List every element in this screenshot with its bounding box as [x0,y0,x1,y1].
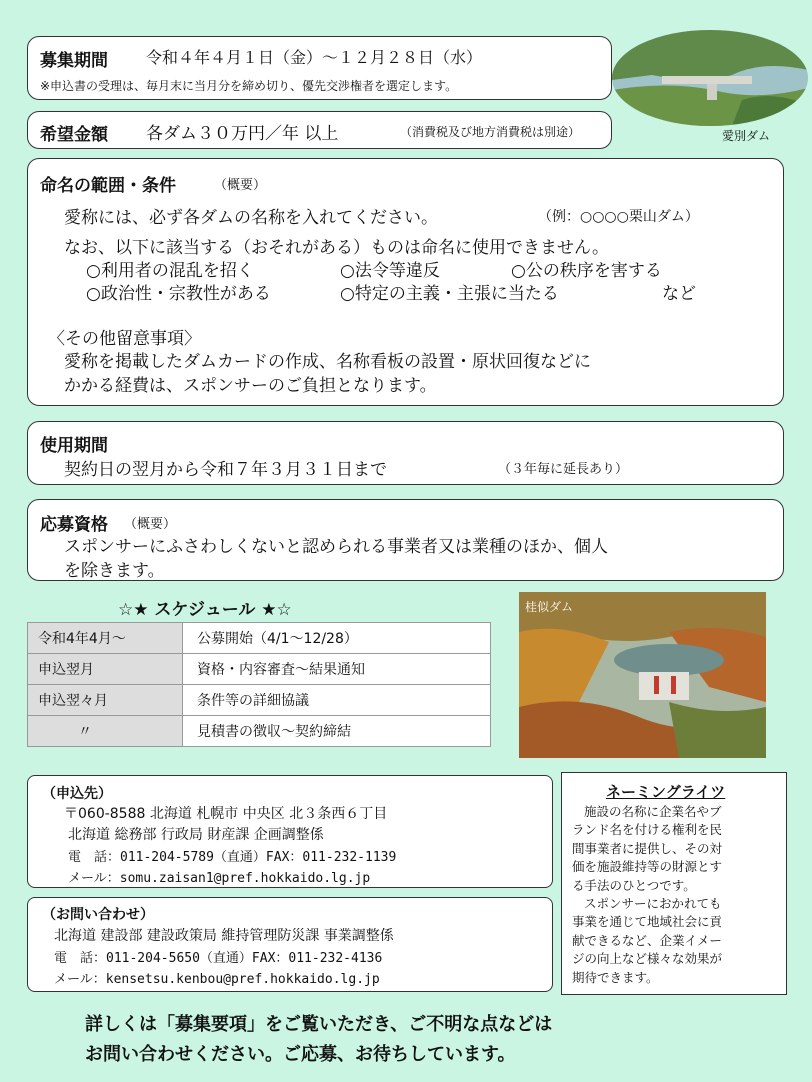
eligibility-heading: 応募資格 [40,515,108,535]
rights-line: ランド名を付ける権利を民 [572,822,723,838]
naming-item: ○特定の主義・主張に当たる [340,284,559,304]
apply-dept: 北海道 総務部 行政局 財産課 企画調整係 [68,827,324,843]
naming-line1: 愛称には、必ず各ダムの名称を入れてください。 [64,208,438,228]
schedule-when: 令和4年4月～ [28,623,183,654]
schedule-what: 公募開始（4/1～12/28） [183,623,491,654]
amount-heading: 希望金額 [40,125,108,145]
rights-line: 施設の名称に企業名やブ [584,804,722,819]
amount-value: 各ダム３０万円／年 以上 [146,124,339,144]
apply-box [27,775,553,888]
period-note: ※申込書の受理は、毎月末に当月分を締め切り、優先交渉権者を選定します。 [40,79,458,93]
apply-address: 〒060-8588 北海道 札幌市 中央区 北３条西６丁目 [64,806,388,822]
naming-heading: 命名の範囲・条件 [40,176,176,196]
schedule-when: 申込翌月 [28,654,183,685]
naming-item: ○法令等違反 [340,261,440,281]
amount-note: （消費税及び地方消費税は別途） [400,125,581,139]
naming-box [27,158,784,406]
other-heading: 〈その他留意事項〉 [48,329,201,349]
photo1-caption: 愛別ダム [722,129,771,143]
aibetsu-dam-photo [612,30,808,126]
rights-line: る手法のひとつです。 [572,877,696,893]
naming-item: など [662,284,696,304]
footer-line2: お問い合わせください。ご応募、お待ちしています。 [85,1044,516,1065]
table-row [28,685,491,716]
naming-line2: なお、以下に該当する（おそれがある）ものは命名に使用できません。 [64,238,610,258]
katsurani-dam-photo [519,592,766,758]
eligibility-line2: を除きます。 [64,561,165,581]
usage-value: 契約日の翌月から令和７年３月３１日まで [64,460,387,480]
inquiry-heading: （お問い合わせ） [42,907,154,923]
table-row [28,716,491,747]
eligibility-box [27,499,784,581]
rights-line: 間事業者に提供し、その対 [572,840,723,856]
rights-line: 価を施設維持等の財源とす [572,859,723,875]
inquiry-box [27,897,553,992]
schedule-when: 〃 [28,716,183,747]
photo2-caption: 桂似ダム [525,600,574,614]
footer-line1: 詳しくは「募集要項」をご覧いただき、ご不明な点などは [85,1014,553,1035]
rights-line: スポンサーにおかれても [584,896,722,912]
eligibility-line1: スポンサーにふさわしくないと認められる事業者又は業種のほか、個人 [64,537,608,557]
schedule-when: 申込翌々月 [28,685,183,716]
naming-rights-box [561,772,787,995]
eligibility-heading-note: （概要） [124,517,177,532]
inquiry-phone: 電 話：011-204-5650（直通）FAX：011-232-4136 [54,951,383,966]
schedule-title: ☆★ スケジュール ★☆ [118,600,292,620]
schedule-what: 条件等の詳細協議 [183,685,491,716]
other-line1: 愛称を掲載したダムカードの作成、名称看板の設置・原状回復などに [64,352,591,372]
naming-item: ○政治性・宗教性がある [86,284,271,304]
naming-item: ○公の秩序を害する [511,261,662,281]
amount-box [27,111,612,149]
usage-note: （３年毎に延長あり） [498,462,629,477]
rights-line: ジの向上など様々な効果が [572,951,723,967]
rights-title: ネーミングライツ [606,783,726,801]
schedule-what: 資格・内容審査～結果通知 [183,654,491,685]
period-heading: 募集期間 [40,51,108,71]
naming-heading-note: （概要） [214,178,267,193]
apply-phone: 電 話：011-204-5789（直通）FAX：011-232-1139 [68,850,397,865]
table-row [28,654,491,685]
apply-mail: メール：somu.zaisan1@pref.hokkaido.lg.jp [68,871,371,886]
period-box [27,36,612,100]
rights-line: 事業を通じて地域社会に貢 [572,914,723,930]
usage-heading: 使用期間 [40,436,108,456]
rights-line: 献できるなど、企業イメー [572,932,722,948]
schedule-what: 見積書の徴収～契約締結 [183,716,491,747]
naming-item: ○利用者の混乱を招く [86,261,254,281]
usage-box [27,421,784,485]
table-row [28,623,491,654]
apply-heading: （申込先） [42,786,112,802]
naming-line1-example: （例：○○○○栗山ダム） [538,209,699,225]
inquiry-dept: 北海道 建設部 建設政策局 維持管理防災課 事業調整係 [54,928,394,944]
rights-text [572,803,722,987]
rights-line: 期待できます。 [572,969,659,985]
inquiry-mail: メール：kensetsu.kenbou@pref.hokkaido.lg.jp [54,972,380,987]
schedule-table [27,622,491,747]
period-value: 令和４年４月１日（金）～１２月２８日（水） [146,48,483,67]
other-line2: かかる経費は、スポンサーのご負担となります。 [64,376,437,396]
